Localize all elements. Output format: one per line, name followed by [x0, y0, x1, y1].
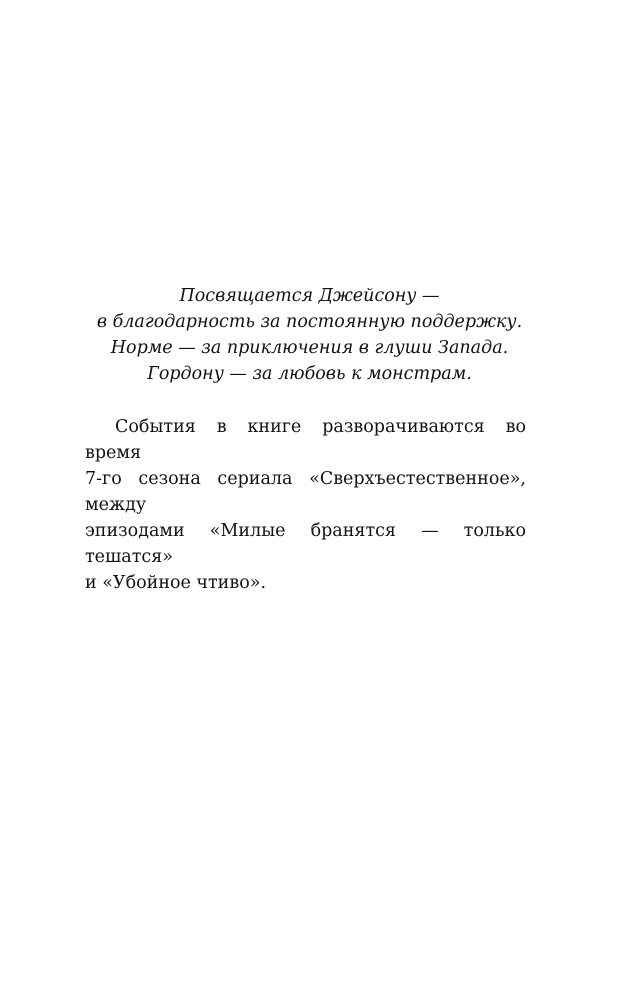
dedication-line: Норме — за приключения в глуши Запада.	[110, 338, 509, 358]
note-line: эпизодами «Милые бранятся — только тешатся»	[85, 521, 526, 567]
note-line: 7-го сезона сериала «Сверхъестественное», между	[85, 469, 526, 515]
dedication-block	[60, 283, 559, 387]
timeline-note	[85, 414, 526, 596]
note-line: События в книге разворачиваются во время	[85, 417, 526, 463]
dedication-line: Посвящается Джейсону —	[179, 286, 440, 306]
dedication-line: Гордону — за любовь к монстрам.	[147, 364, 472, 384]
dedication-line: в благодарность за постоянную поддержку.	[96, 312, 523, 332]
note-line: и «Убойное чтиво».	[85, 573, 267, 593]
